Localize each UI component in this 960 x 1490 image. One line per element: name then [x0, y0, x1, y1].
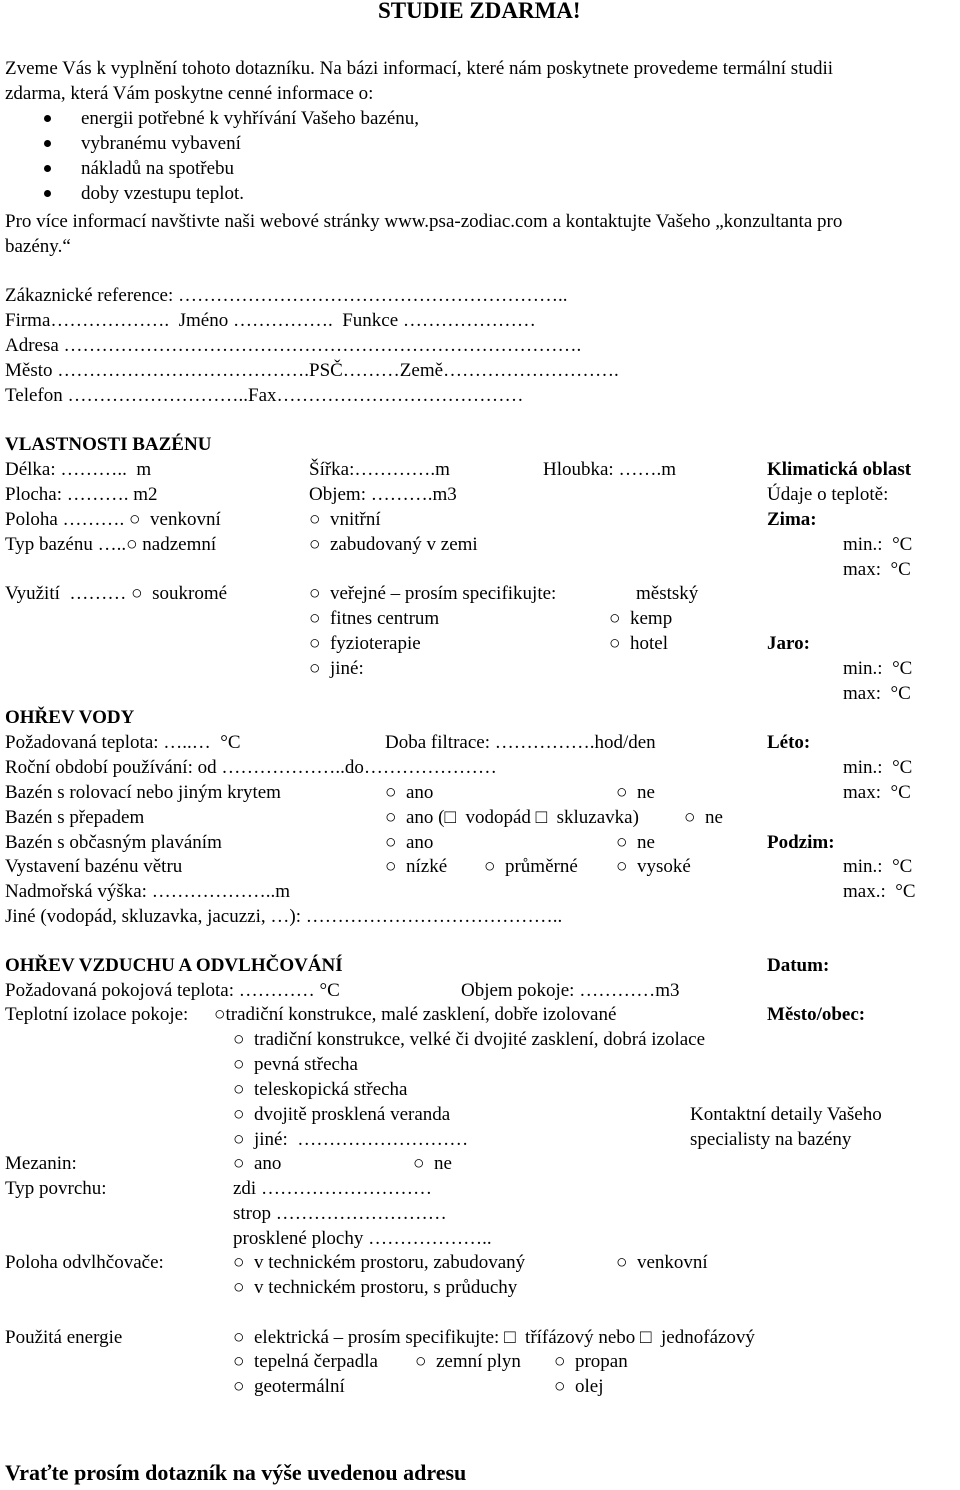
kontakt-text: specialisty na bazény	[690, 1129, 852, 1150]
prepadem-label: Bazén s přepadem	[5, 807, 145, 828]
bullet-icon	[44, 140, 51, 147]
delka-field[interactable]: Délka: ……….. m	[5, 459, 152, 480]
leto-max-field[interactable]: max: °C	[843, 782, 911, 803]
poloha-venkovni-radio[interactable]: Poloha ………. ○ venkovní	[5, 509, 221, 530]
datum-label: Datum:	[767, 955, 830, 976]
typ-zabudovany-radio[interactable]: ○ zabudovaný v zemi	[309, 534, 478, 555]
typ-nadzemni-radio[interactable]: Typ bazénu …..○ nadzemní	[5, 534, 217, 555]
intro-bullet: vybranému vybavení	[81, 133, 241, 154]
water-heading: OHŘEV VODY	[5, 707, 135, 728]
podzim-min-field[interactable]: min.: °C	[843, 856, 913, 877]
plocha-field[interactable]: Plocha: ………. m2	[5, 484, 158, 505]
zdi-field[interactable]: zdi ………………………	[233, 1178, 432, 1199]
footer-note: Vraťte prosím dotazník na výše uvedenou adresu	[5, 1460, 467, 1485]
temps-label: Údaje o teplotě:	[767, 484, 889, 505]
page-title: STUDIE ZDARMA!	[378, 0, 581, 23]
rolovaci-ne-radio[interactable]: ○ ne	[616, 782, 655, 803]
geotermalni-radio[interactable]: ○ geotermální	[233, 1376, 345, 1397]
season-zima: Zima:	[767, 509, 817, 530]
vetru-prumerne-radio[interactable]: ○ průměrné	[484, 856, 578, 877]
izolace-label: Teplotní izolace pokoje:	[5, 1004, 194, 1025]
mesto-field[interactable]: Město ………………………………….PSČ………Země……………………….	[5, 360, 619, 381]
vyuziti-verejne-radio[interactable]: ○ veřejné – prosím specifikujte:	[309, 583, 557, 604]
intro-bullet: doby vzestupu teplot.	[81, 183, 245, 204]
intro-text: zdarma, která Vám poskytne cenné informace o:	[5, 83, 374, 104]
rolovaci-label: Bazén s rolovací nebo jiným krytem	[5, 782, 281, 803]
prepadem-ano-radio[interactable]: ○ ano (□ vodopád □ skluzavka)	[385, 807, 639, 828]
pool-heading: VLASTNOSTI BAZÉNU	[5, 434, 212, 455]
objem-field[interactable]: Objem: ……….m3	[309, 484, 457, 505]
air-heading: OHŘEV VZDUCHU A ODVLHČOVÁNÍ	[5, 955, 343, 976]
kontakt-text: Kontaktní detaily Vašeho	[690, 1104, 882, 1125]
zima-max-field[interactable]: max: °C	[843, 559, 911, 580]
technicky-pruduchy-radio[interactable]: ○ v technickém prostoru, s průduchy	[233, 1277, 518, 1298]
season-leto: Léto:	[767, 732, 811, 753]
rolovaci-ano-radio[interactable]: ○ ano	[385, 782, 434, 803]
leto-min-field[interactable]: min.: °C	[843, 757, 913, 778]
energie-label: Použitá energie	[5, 1327, 123, 1348]
fyzioterapie-radio[interactable]: ○ fyzioterapie	[309, 633, 421, 654]
plavanim-label: Bazén s občasným plaváním	[5, 832, 222, 853]
bullet-icon	[44, 165, 51, 172]
izolace-option-radio[interactable]: ○ tradiční konstrukce, velké či dvojité zasklení, dobrá izolace	[233, 1029, 706, 1050]
filtrace-field[interactable]: Doba filtrace: …………….hod/den	[385, 732, 656, 753]
mezanin-label: Mezanin:	[5, 1153, 77, 1174]
air-objem-field[interactable]: Objem pokoje: …………m3	[461, 980, 680, 1001]
jine-radio[interactable]: ○ jiné:	[309, 658, 364, 679]
technicky-zabudovany-radio[interactable]: ○ v technickém prostoru, zabudovaný	[233, 1252, 526, 1273]
jaro-min-field[interactable]: min.: °C	[843, 658, 913, 679]
customer-reference-field[interactable]: Zákaznické reference: ……………………………………………………..	[5, 285, 568, 306]
plyn-radio[interactable]: ○ zemní plyn	[415, 1351, 521, 1372]
mesto-obec-label: Město/obec:	[767, 1004, 866, 1025]
more-info-text: bazény.“	[5, 236, 71, 257]
zima-min-field[interactable]: min.: °C	[843, 534, 913, 555]
water-teplota-field[interactable]: Požadovaná teplota: …..… °C	[5, 732, 241, 753]
vyuziti-soukrome-radio[interactable]: Využití ……… ○ soukromé	[5, 583, 228, 604]
izolace-option-radio[interactable]: ○ pevná střecha	[233, 1054, 358, 1075]
more-info-text: Pro více informací navštivte naši webové stránky www.psa-zodiac.com a kontaktujte Vašeho „konzultanta pro	[5, 211, 843, 232]
bullet-icon	[44, 190, 51, 197]
climate-heading: Klimatická oblast	[767, 459, 912, 480]
vyska-field[interactable]: Nadmořská výška: ………………..m	[5, 881, 290, 902]
plavanim-ne-radio[interactable]: ○ ne	[616, 832, 655, 853]
poloha-vnitrni-radio[interactable]: ○ vnitřní	[309, 509, 381, 530]
strop-field[interactable]: strop ………………………	[233, 1203, 447, 1224]
povrch-label: Typ povrchu:	[5, 1178, 107, 1199]
sirka-field[interactable]: Šířka:………….m	[309, 459, 450, 480]
vetru-nizke-radio[interactable]: ○ nízké	[385, 856, 448, 877]
intro-text: Zveme Vás k vyplnění tohoto dotazníku. Na bázi informací, které nám poskytnete provedeme termální studii	[5, 58, 834, 79]
mezanin-ano-radio[interactable]: ○ ano	[233, 1153, 282, 1174]
prepadem-ne-radio[interactable]: ○ ne	[684, 807, 723, 828]
intro-bullet: nákladů na spotřebu	[81, 158, 235, 179]
izolace-option-radio[interactable]: ○ dvojitě prosklená veranda	[233, 1104, 451, 1125]
poloha-odvlhcovace-label: Poloha odvlhčovače:	[5, 1252, 164, 1273]
obdobi-field[interactable]: Roční období používání: od ………………..do…………………	[5, 757, 497, 778]
season-jaro: Jaro:	[767, 633, 810, 654]
odvlhcovac-venkovni-radio[interactable]: ○ venkovní	[616, 1252, 708, 1273]
vetru-vysoke-radio[interactable]: ○ vysoké	[616, 856, 691, 877]
water-jine-field[interactable]: Jiné (vodopád, skluzavka, jacuzzi, …): …………………………………..	[5, 906, 563, 927]
jaro-max-field[interactable]: max: °C	[843, 683, 911, 704]
firma-field[interactable]: Firma………………. Jméno ……………. Funkce …………………	[5, 310, 536, 331]
adresa-field[interactable]: Adresa ……………………………………………………………………….	[5, 335, 582, 356]
mezanin-ne-radio[interactable]: ○ ne	[413, 1153, 452, 1174]
bullet-icon	[44, 115, 51, 122]
plavanim-ano-radio[interactable]: ○ ano	[385, 832, 434, 853]
propan-radio[interactable]: ○ propan	[554, 1351, 628, 1372]
izolace-option-radio[interactable]: ○ jiné: ………………………	[233, 1129, 469, 1150]
fitnes-radio[interactable]: ○ fitnes centrum	[309, 608, 440, 629]
telefon-field[interactable]: Telefon ………………………..Fax…………………………………	[5, 385, 524, 406]
season-podzim: Podzim:	[767, 832, 835, 853]
hloubka-field[interactable]: Hloubka: …….m	[543, 459, 676, 480]
vetru-label: Vystavení bazénu větru	[5, 856, 183, 877]
vyuziti-mestsky[interactable]: městský	[636, 583, 699, 604]
air-teplota-field[interactable]: Požadovaná pokojová teplota: ………… °C	[5, 980, 340, 1001]
izolace-option-radio[interactable]: ○tradiční konstrukce, malé zasklení, dobře izolované	[214, 1004, 617, 1025]
izolace-option-radio[interactable]: ○ teleskopická střecha	[233, 1079, 408, 1100]
kemp-radio[interactable]: ○ kemp	[609, 608, 673, 629]
elektricka-radio[interactable]: ○ elektrická – prosím specifikujte: □ třífázový nebo □ jednofázový	[233, 1327, 755, 1348]
hotel-radio[interactable]: ○ hotel	[609, 633, 668, 654]
olej-radio[interactable]: ○ olej	[554, 1376, 604, 1397]
cerpadla-radio[interactable]: ○ tepelná čerpadla	[233, 1351, 378, 1372]
podzim-max-field[interactable]: max.: °C	[843, 881, 916, 902]
intro-bullet: energii potřebné k vyhřívání Vašeho bazénu,	[81, 108, 420, 129]
prosklene-field[interactable]: prosklené plochy ………………..	[233, 1228, 492, 1249]
